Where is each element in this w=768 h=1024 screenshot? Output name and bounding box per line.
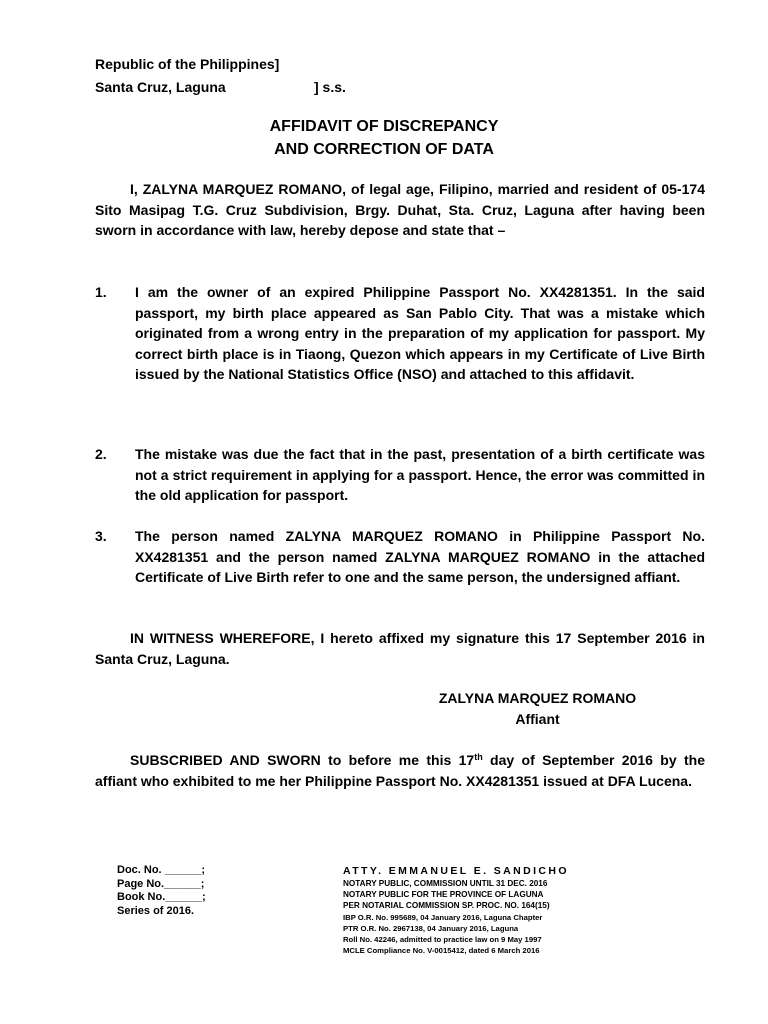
jurat-superscript: th: [474, 752, 483, 762]
notary-line: NOTARY PUBLIC, COMMISSION UNTIL 31 DEC. 2016: [343, 879, 548, 888]
document-title-line-2: AND CORRECTION OF DATA: [274, 141, 494, 158]
notary-detail: Roll No. 42246, admitted to practice law on 9 May 1997: [343, 935, 542, 945]
notary-detail: IBP O.R. No. 995689, 04 January 2016, Laguna Chapter: [343, 912, 543, 922]
statement-item: [95, 282, 705, 385]
doc-entry-block: [117, 864, 206, 918]
item-text: I am the owner of an expired Philippine Passport No. XX4281351. In the said passport, my birth place appeared as San Pablo City. That was a mistake which originated from a wrong entry in the preparation of my application for passport. My correct birth place is in Tiaong, Quezon which appears in my Certificate of Live Birth issued by the National Statistics Office (NSO) and attached to this affidavit.: [135, 284, 705, 382]
item-number: 3.: [95, 528, 107, 544]
item-text: The mistake was due the fact that in the past, presentation of a birth certificate was not a strict requirement in applying for a passport. Hence, the error was committed in the old application for passport.: [135, 446, 705, 503]
venue-ss: ] s.s.: [314, 79, 346, 95]
venue-place-name: Santa Cruz, Laguna: [95, 79, 226, 95]
item-number: 2.: [95, 446, 107, 462]
venue-country: Republic of the Philippines]: [95, 56, 280, 72]
affiant-label: Affiant: [515, 711, 560, 727]
notary-name: ATTY. EMMANUEL E. SANDICHO: [343, 865, 569, 877]
jurat-paragraph: [95, 750, 705, 791]
doc-number: Doc. No. ______;: [117, 864, 206, 876]
statement-item: [95, 444, 705, 506]
notary-line: NOTARY PUBLIC FOR THE PROVINCE OF LAGUNA: [343, 890, 544, 900]
notary-detail: MCLE Compliance No. V-0015412, dated 6 March 2016: [343, 946, 540, 956]
affiant-name: ZALYNA MARQUEZ ROMANO: [438, 690, 637, 706]
item-number: 1.: [95, 284, 107, 300]
jurat-text-2: day of September 2016 by the affiant who exhibited to me her Philippine Passport No. XX4281351 issued at DFA Lucena.: [95, 752, 705, 789]
document-title-line-1: AFFIDAVIT OF DISCREPANCY: [269, 118, 499, 135]
statement-item: [95, 526, 705, 588]
notary-line: PER NOTARIAL COMMISSION SP. PROC. NO. 164(15): [343, 901, 550, 911]
witness-paragraph: IN WITNESS WHEREFORE, I hereto affixed my signature this 17 September 2016 in Santa Cruz, Laguna.: [95, 630, 705, 667]
series-year: Series of 2016.: [117, 904, 195, 917]
jurat-text-1: SUBSCRIBED AND SWORN to before me this 17: [130, 752, 475, 768]
book-number: Book No.______;: [117, 891, 206, 903]
notary-block: [343, 865, 569, 956]
venue-place: [95, 77, 346, 98]
notary-detail: PTR O.R. No. 2967138, 04 January 2016, Laguna: [343, 923, 519, 933]
item-text: The person named ZALYNA MARQUEZ ROMANO in Philippine Passport No. XX4281351 and the person named ZALYNA MARQUEZ ROMANO in the attached Certificate of Live Birth refer to one and the same person, the undersigned affiant.: [135, 528, 705, 585]
intro-paragraph: I, ZALYNA MARQUEZ ROMANO, of legal age, Filipino, married and resident of 05-174 Sito Masipag T.G. Cruz Subdivision, Brgy. Duhat, Sta. Cruz, Laguna after having been sworn in accordance with law, hereby depose and state that –: [95, 181, 705, 238]
page-number: Page No.______;: [117, 877, 205, 890]
